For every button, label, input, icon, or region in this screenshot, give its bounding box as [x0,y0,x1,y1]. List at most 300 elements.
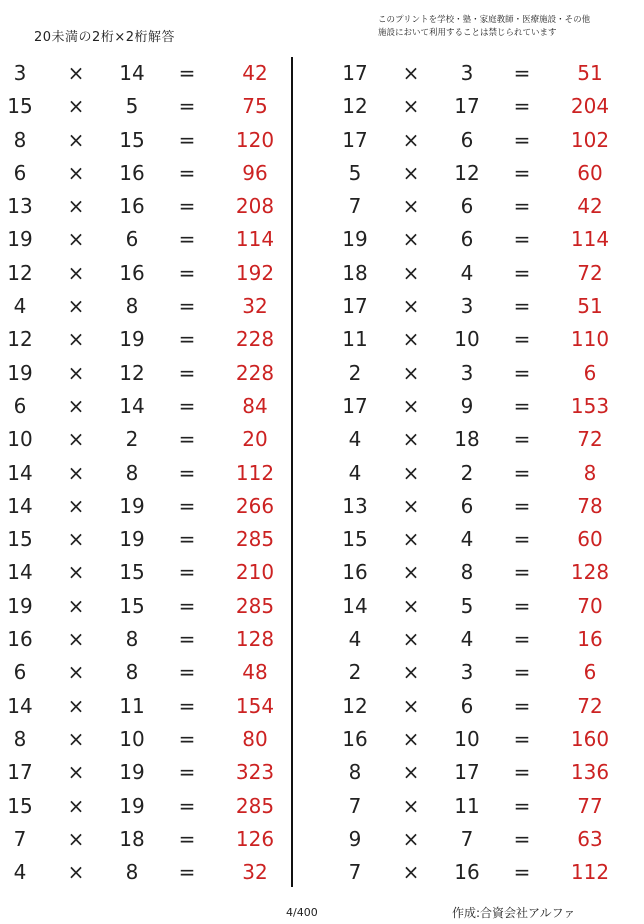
multiplier: 3 [460,660,474,685]
equals-sign: = [513,793,531,818]
problem-row [335,190,635,223]
equals-sign: = [513,260,531,285]
multiplier: 8 [125,860,139,885]
answer: 228 [235,360,275,385]
answer: 210 [235,560,275,585]
equals-sign: = [178,94,196,119]
times-sign: × [402,327,420,352]
equals-sign: = [178,427,196,452]
times-sign: × [67,593,85,618]
answer: 77 [577,793,603,818]
multiplicand: 12 [7,260,33,285]
times-sign: × [402,94,420,119]
times-sign: × [402,860,420,885]
problem-row [0,223,300,256]
multiplier: 19 [119,327,145,352]
problem-row [335,556,635,589]
multiplier: 19 [119,760,145,785]
answer: 70 [577,593,603,618]
answer: 32 [242,860,268,885]
page-number: 4/400 [286,906,318,919]
equals-sign: = [513,660,531,685]
equals-sign: = [178,593,196,618]
answer: 204 [570,94,610,119]
multiplicand: 16 [7,627,33,652]
multiplier: 19 [119,493,145,518]
times-sign: × [402,360,420,385]
equals-sign: = [178,760,196,785]
equals-sign: = [513,194,531,219]
multiplier: 3 [460,294,474,319]
equals-sign: = [513,527,531,552]
answer: 228 [235,327,275,352]
times-sign: × [402,693,420,718]
answer: 16 [577,627,603,652]
multiplicand: 6 [13,160,27,185]
times-sign: × [67,160,85,185]
answer: 112 [570,860,610,885]
times-sign: × [402,393,420,418]
multiplicand: 6 [13,393,27,418]
equals-sign: = [178,860,196,885]
times-sign: × [402,460,420,485]
multiplicand: 12 [7,327,33,352]
multiplicand: 17 [342,393,368,418]
multiplier: 6 [460,493,474,518]
equals-sign: = [178,693,196,718]
multiplier: 6 [460,194,474,219]
multiplier: 6 [460,127,474,152]
multiplier: 7 [460,826,474,851]
problem-row [335,623,635,656]
problem-row [0,257,300,290]
times-sign: × [67,560,85,585]
multiplier: 5 [125,94,139,119]
times-sign: × [402,660,420,685]
multiplicand: 13 [342,493,368,518]
multiplicand: 14 [7,493,33,518]
multiplicand: 7 [348,194,362,219]
answer: 323 [235,760,275,785]
problem-row [335,490,635,523]
equals-sign: = [513,127,531,152]
equals-sign: = [513,227,531,252]
times-sign: × [67,627,85,652]
equals-sign: = [178,793,196,818]
page-title: 20未満の2桁×2桁解答 [34,30,175,45]
problem-row [0,390,300,423]
problem-row [335,756,635,789]
multiplier: 2 [125,427,139,452]
answer: 192 [235,260,275,285]
multiplier: 12 [119,360,145,385]
multiplier: 17 [454,94,480,119]
column-divider [291,57,293,887]
times-sign: × [67,260,85,285]
times-sign: × [402,493,420,518]
answer: 60 [577,527,603,552]
multiplicand: 2 [348,360,362,385]
multiplier: 19 [119,527,145,552]
multiplicand: 8 [348,760,362,785]
times-sign: × [67,793,85,818]
times-sign: × [402,260,420,285]
problem-row [335,157,635,190]
problem-row [0,690,300,723]
times-sign: × [67,194,85,219]
problem-row [0,590,300,623]
times-sign: × [67,460,85,485]
problem-row [0,90,300,123]
multiplier: 2 [460,460,474,485]
answer: 285 [235,793,275,818]
problem-row [0,556,300,589]
answer: 60 [577,160,603,185]
multiplier: 8 [125,627,139,652]
multiplicand: 12 [342,94,368,119]
problem-row [0,124,300,157]
equals-sign: = [513,826,531,851]
times-sign: × [67,527,85,552]
multiplier: 6 [125,227,139,252]
multiplicand: 14 [342,593,368,618]
multiplicand: 19 [7,227,33,252]
multiplier: 17 [454,760,480,785]
multiplicand: 16 [342,726,368,751]
times-sign: × [402,61,420,85]
times-sign: × [67,826,85,851]
multiplier: 4 [460,527,474,552]
multiplicand: 6 [13,660,27,685]
answer: 8 [583,460,597,485]
equals-sign: = [513,860,531,885]
equals-sign: = [513,327,531,352]
multiplicand: 15 [7,527,33,552]
multiplier: 10 [454,726,480,751]
multiplicand: 19 [342,227,368,252]
multiplier: 4 [460,627,474,652]
problem-row [335,57,635,90]
problem-row [0,790,300,823]
multiplicand: 14 [7,560,33,585]
multiplicand: 17 [7,760,33,785]
answer: 42 [242,61,268,85]
equals-sign: = [178,460,196,485]
multiplier: 11 [454,793,480,818]
multiplier: 3 [460,360,474,385]
times-sign: × [402,127,420,152]
problem-row [335,823,635,856]
multiplier: 16 [119,160,145,185]
multiplier: 3 [460,61,474,85]
problem-row [335,124,635,157]
multiplicand: 19 [7,593,33,618]
equals-sign: = [513,760,531,785]
problem-row [335,790,635,823]
equals-sign: = [178,227,196,252]
answer: 6 [583,660,597,685]
answer: 110 [570,327,610,352]
answer: 208 [235,194,275,219]
answer: 42 [577,194,603,219]
multiplicand: 4 [348,427,362,452]
multiplier: 16 [454,860,480,885]
problem-row [0,723,300,756]
times-sign: × [402,627,420,652]
answer: 285 [235,527,275,552]
problem-row [335,357,635,390]
times-sign: × [402,527,420,552]
multiplicand: 8 [13,726,27,751]
times-sign: × [67,660,85,685]
multiplicand: 2 [348,660,362,685]
problem-row [335,656,635,689]
times-sign: × [67,693,85,718]
problem-row [0,523,300,556]
times-sign: × [402,294,420,319]
multiplicand: 12 [342,693,368,718]
answer: 120 [235,127,275,152]
problem-row [0,823,300,856]
answer: 114 [570,227,610,252]
times-sign: × [402,194,420,219]
answer: 96 [242,160,268,185]
left-problem-column [0,57,300,889]
problem-row [0,623,300,656]
multiplicand: 4 [13,860,27,885]
problem-row [0,190,300,223]
equals-sign: = [513,294,531,319]
problem-row [335,590,635,623]
multiplier: 8 [460,560,474,585]
problem-row [0,756,300,789]
answer: 63 [577,826,603,851]
multiplicand: 7 [13,826,27,851]
multiplicand: 19 [7,360,33,385]
answer: 72 [577,427,603,452]
multiplier: 11 [119,693,145,718]
multiplier: 8 [125,660,139,685]
equals-sign: = [513,94,531,119]
equals-sign: = [178,360,196,385]
multiplicand: 18 [342,260,368,285]
multiplier: 14 [119,61,145,85]
problem-row [335,390,635,423]
times-sign: × [402,427,420,452]
equals-sign: = [178,294,196,319]
equals-sign: = [178,260,196,285]
times-sign: × [402,160,420,185]
answer: 285 [235,593,275,618]
equals-sign: = [178,160,196,185]
problem-row [335,290,635,323]
equals-sign: = [178,61,196,85]
times-sign: × [67,760,85,785]
answer: 51 [577,61,603,85]
equals-sign: = [178,660,196,685]
multiplicand: 14 [7,460,33,485]
problem-row [0,323,300,356]
answer: 32 [242,294,268,319]
multiplicand: 14 [7,693,33,718]
multiplier: 8 [125,460,139,485]
problem-row [335,223,635,256]
multiplier: 18 [119,826,145,851]
problem-row [0,856,300,889]
multiplicand: 7 [348,860,362,885]
equals-sign: = [513,693,531,718]
equals-sign: = [513,460,531,485]
answer: 72 [577,260,603,285]
times-sign: × [402,593,420,618]
multiplicand: 11 [342,327,368,352]
equals-sign: = [178,194,196,219]
times-sign: × [402,726,420,751]
multiplicand: 13 [7,194,33,219]
times-sign: × [67,860,85,885]
multiplier: 19 [119,793,145,818]
equals-sign: = [513,726,531,751]
multiplicand: 5 [348,160,362,185]
equals-sign: = [513,560,531,585]
answer: 48 [242,660,268,685]
multiplicand: 10 [7,427,33,452]
answer: 112 [235,460,275,485]
multiplier: 5 [460,593,474,618]
equals-sign: = [178,726,196,751]
usage-notice: このプリントを学校・塾・家庭教師・医療施設・その他 施設において利用することは禁じられています [378,15,591,38]
author-credit: 作成:合資会社アルファ [452,906,576,920]
equals-sign: = [178,527,196,552]
times-sign: × [402,227,420,252]
equals-sign: = [513,493,531,518]
answer: 20 [242,427,268,452]
multiplicand: 9 [348,826,362,851]
problem-row [0,423,300,456]
equals-sign: = [178,127,196,152]
multiplier: 16 [119,260,145,285]
equals-sign: = [513,593,531,618]
problem-row [335,457,635,490]
equals-sign: = [513,61,531,85]
multiplier: 6 [460,693,474,718]
multiplier: 15 [119,560,145,585]
equals-sign: = [513,160,531,185]
equals-sign: = [178,560,196,585]
equals-sign: = [513,393,531,418]
equals-sign: = [178,493,196,518]
problem-row [335,323,635,356]
multiplier: 10 [119,726,145,751]
times-sign: × [67,127,85,152]
times-sign: × [67,294,85,319]
multiplier: 15 [119,593,145,618]
equals-sign: = [178,826,196,851]
times-sign: × [67,61,85,85]
multiplier: 14 [119,393,145,418]
answer: 136 [570,760,610,785]
problem-row [0,490,300,523]
answer: 128 [570,560,610,585]
answer: 78 [577,493,603,518]
times-sign: × [67,493,85,518]
times-sign: × [402,760,420,785]
answer: 75 [242,94,268,119]
multiplier: 6 [460,227,474,252]
multiplier: 15 [119,127,145,152]
multiplier: 12 [454,160,480,185]
answer: 6 [583,360,597,385]
times-sign: × [67,360,85,385]
multiplicand: 17 [342,294,368,319]
equals-sign: = [513,427,531,452]
problem-row [0,656,300,689]
times-sign: × [67,327,85,352]
problem-row [335,523,635,556]
right-problem-column [335,57,635,889]
multiplicand: 17 [342,61,368,85]
multiplicand: 4 [13,294,27,319]
problem-row [335,257,635,290]
multiplicand: 16 [342,560,368,585]
multiplicand: 3 [13,61,27,85]
problem-row [0,57,300,90]
equals-sign: = [513,360,531,385]
times-sign: × [67,393,85,418]
multiplier: 8 [125,294,139,319]
problem-row [0,357,300,390]
equals-sign: = [178,627,196,652]
answer: 160 [570,726,610,751]
problem-row [335,90,635,123]
multiplier: 10 [454,327,480,352]
multiplier: 9 [460,393,474,418]
problem-row [0,290,300,323]
multiplier: 16 [119,194,145,219]
answer: 153 [570,393,610,418]
times-sign: × [402,793,420,818]
times-sign: × [67,94,85,119]
problem-row [335,423,635,456]
answer: 114 [235,227,275,252]
multiplier: 18 [454,427,480,452]
answer: 126 [235,826,275,851]
multiplicand: 4 [348,460,362,485]
problem-row [0,157,300,190]
answer: 154 [235,693,275,718]
multiplicand: 15 [7,793,33,818]
problem-row [335,856,635,889]
answer: 80 [242,726,268,751]
answer: 266 [235,493,275,518]
equals-sign: = [178,327,196,352]
multiplicand: 17 [342,127,368,152]
problem-row [335,690,635,723]
answer: 51 [577,294,603,319]
multiplicand: 8 [13,127,27,152]
times-sign: × [67,227,85,252]
answer: 128 [235,627,275,652]
answer: 102 [570,127,610,152]
times-sign: × [402,826,420,851]
answer: 72 [577,693,603,718]
multiplicand: 7 [348,793,362,818]
multiplicand: 4 [348,627,362,652]
times-sign: × [67,427,85,452]
problem-row [335,723,635,756]
multiplicand: 15 [7,94,33,119]
answer: 84 [242,393,268,418]
